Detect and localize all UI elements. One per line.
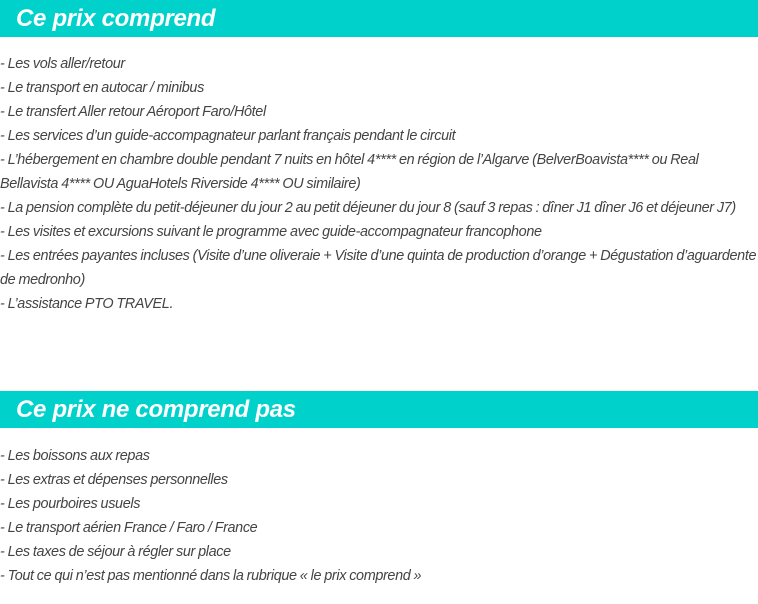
list-item: - Les entrées payantes incluses (Visite d’une oliveraie + Visite d’une quinta de production d’orange + Dégustation d’aguardente de medronho) bbox=[0, 248, 757, 288]
excluded-list bbox=[0, 444, 758, 588]
list-item: - Le transport en autocar / minibus bbox=[0, 80, 204, 96]
list-item: - Le transport aérien France / Faro / France bbox=[0, 520, 258, 536]
list-item: - Les pourboires usuels bbox=[0, 496, 141, 512]
section-header-excluded: Ce prix ne comprend pas bbox=[0, 391, 758, 428]
list-item: - La pension complète du petit-déjeuner du jour 2 au petit déjeuner du jour 8 (sauf 3 repas : dîner J1 dîner J6 et déjeuner J7) bbox=[0, 200, 736, 216]
list-item: - Les services d’un guide-accompagnateur parlant français pendant le circuit bbox=[0, 128, 456, 144]
list-item: - Les visites et excursions suivant le programme avec guide-accompagnateur francophone bbox=[0, 224, 542, 240]
list-item: - Tout ce qui n’est pas mentionné dans la rubrique « le prix comprend » bbox=[0, 568, 422, 584]
list-item: - Les vols aller/retour bbox=[0, 56, 125, 72]
included-list bbox=[0, 52, 758, 316]
list-item: - Le transfert Aller retour Aéroport Faro/Hôtel bbox=[0, 104, 266, 120]
list-item: - L’hébergement en chambre double pendant 7 nuits en hôtel 4**** en région de l’Algarve (BelverBoavista**** ou Real Bellavista 4**** OU AguaHotels Riverside 4**** OU similaire) bbox=[0, 152, 699, 192]
list-item: - Les boissons aux repas bbox=[0, 448, 150, 464]
section-header-included: Ce prix comprend bbox=[0, 0, 758, 37]
list-item: - Les extras et dépenses personnelles bbox=[0, 472, 228, 488]
list-item: - Les taxes de séjour à régler sur place bbox=[0, 544, 231, 560]
list-item: - L’assistance PTO TRAVEL. bbox=[0, 296, 174, 312]
